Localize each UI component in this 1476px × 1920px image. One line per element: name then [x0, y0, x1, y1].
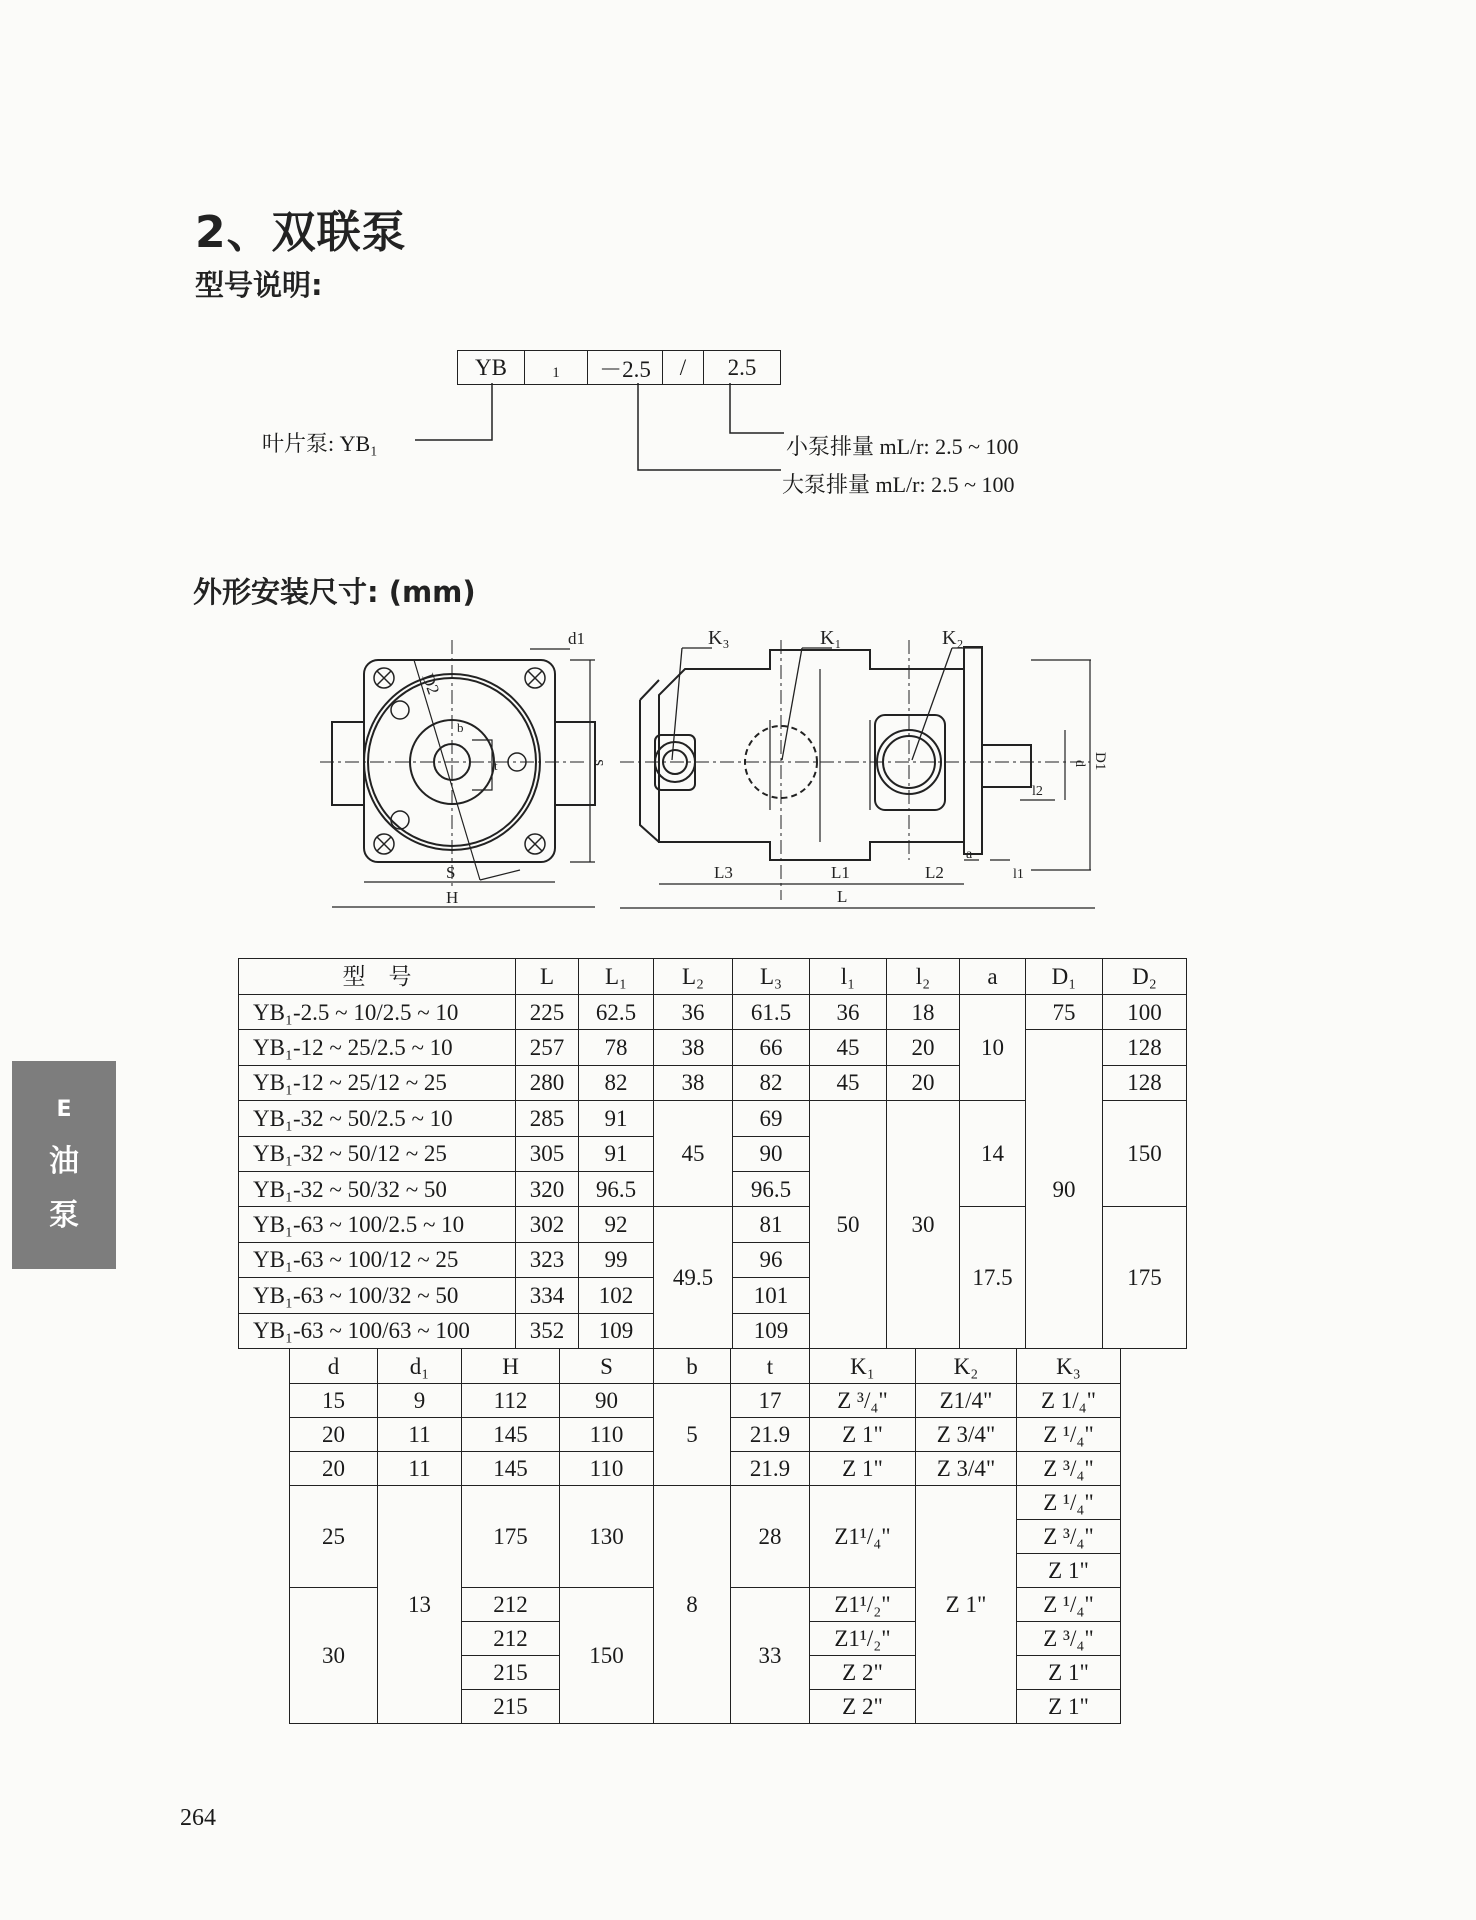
- table-cell: Z 1/₄": [1017, 1384, 1121, 1418]
- table-cell: 110: [560, 1418, 654, 1452]
- table-cell: 112: [462, 1384, 560, 1418]
- column-header: l₂: [887, 959, 960, 995]
- side-tab-char-2: 泵: [49, 1197, 79, 1233]
- section-side-tab: [12, 1061, 116, 1269]
- table-cell: 100: [1103, 995, 1187, 1030]
- table-cell: 13: [378, 1486, 462, 1724]
- table-cell: Z ¹/₄": [1017, 1588, 1121, 1622]
- table-cell: 36: [654, 995, 733, 1030]
- table-row: [290, 1486, 1121, 1520]
- table-cell: Z ³/₄": [1017, 1622, 1121, 1656]
- callout-pump-type: 叶片泵: YB₁: [262, 431, 378, 456]
- table-cell: 91: [579, 1101, 654, 1136]
- table-cell: 20: [290, 1452, 378, 1486]
- table-cell: 257: [516, 1030, 579, 1065]
- table-cell: 82: [579, 1065, 654, 1100]
- table-cell: 91: [579, 1136, 654, 1171]
- label-b: b: [457, 720, 464, 735]
- model-box-small: 2.5: [727, 354, 757, 380]
- pump-outline-drawing: [320, 620, 1120, 920]
- table-cell: 212: [462, 1588, 560, 1622]
- table-cell: Z 3/4": [916, 1418, 1017, 1452]
- model-box-series: YB: [458, 351, 525, 384]
- label-L3: L3: [714, 863, 733, 882]
- table-cell: Z 1": [1017, 1656, 1121, 1690]
- table-cell: 18: [887, 995, 960, 1030]
- table-cell: 25: [290, 1486, 378, 1588]
- table-cell: Z 2": [810, 1656, 916, 1690]
- table-header-row: [239, 959, 1187, 995]
- table-cell: 69: [733, 1101, 810, 1136]
- column-header: L₃: [733, 959, 810, 995]
- column-header: L₁: [579, 959, 654, 995]
- table-cell: Z 3/4": [916, 1452, 1017, 1486]
- table-cell: 334: [516, 1278, 579, 1313]
- table-cell: 352: [516, 1313, 579, 1348]
- table-cell: 49.5: [654, 1207, 733, 1349]
- callout-large-pump: 大泵排量 mL/r: 2.5 ~ 100: [782, 472, 1015, 497]
- model-box-large: －2.5: [588, 351, 663, 384]
- table-cell: YB₁-63 ~ 100/63 ~ 100: [239, 1313, 516, 1348]
- table-cell: 17: [731, 1384, 810, 1418]
- label-t: t: [494, 758, 498, 773]
- label-K1: K₁: [820, 627, 842, 649]
- model-callout-lines: [400, 383, 800, 493]
- table-cell: 96.5: [733, 1171, 810, 1206]
- table-header-row: [290, 1349, 1121, 1384]
- table-cell: 305: [516, 1136, 579, 1171]
- label-S-bottom: S: [446, 863, 456, 882]
- table-cell: YB₁-63 ~ 100/2.5 ~ 10: [239, 1207, 516, 1242]
- table-cell: 81: [733, 1207, 810, 1242]
- table-cell: 109: [579, 1313, 654, 1348]
- table-cell: 109: [733, 1313, 810, 1348]
- table-cell: 90: [1026, 1030, 1103, 1349]
- table-cell: 82: [733, 1065, 810, 1100]
- table-cell: 285: [516, 1101, 579, 1136]
- model-box-version: 1: [525, 351, 588, 384]
- table-cell: Z 1": [1017, 1554, 1121, 1588]
- table-cell: 145: [462, 1418, 560, 1452]
- table-cell: 215: [462, 1656, 560, 1690]
- column-header: L₂: [654, 959, 733, 995]
- table-cell: 90: [560, 1384, 654, 1418]
- column-header: a: [960, 959, 1026, 995]
- table-cell: YB₁-63 ~ 100/12 ~ 25: [239, 1242, 516, 1277]
- table-row: [290, 1384, 1121, 1418]
- table-cell: 30: [887, 1101, 960, 1349]
- table-cell: Z 1": [810, 1452, 916, 1486]
- label-D1: D1: [1092, 752, 1108, 771]
- table-cell: Z 1": [810, 1418, 916, 1452]
- label-H: H: [446, 888, 459, 907]
- column-header: d: [290, 1349, 378, 1384]
- table-cell: 11: [378, 1418, 462, 1452]
- table-cell: 96.5: [579, 1171, 654, 1206]
- callout-small-pump: 小泵排量 mL/r: 2.5 ~ 100: [786, 434, 1019, 459]
- table-cell: 66: [733, 1030, 810, 1065]
- table-cell: 36: [810, 995, 887, 1030]
- table-cell: 150: [1103, 1101, 1187, 1207]
- table-cell: 302: [516, 1207, 579, 1242]
- table-cell: 17.5: [960, 1207, 1026, 1349]
- table-cell: YB₁-32 ~ 50/32 ~ 50: [239, 1171, 516, 1206]
- label-d: d: [1072, 760, 1087, 767]
- label-l2: l2: [1032, 784, 1043, 799]
- table-cell: 45: [810, 1030, 887, 1065]
- table-cell: 9: [378, 1384, 462, 1418]
- table-cell: 30: [290, 1588, 378, 1724]
- table-cell: 215: [462, 1690, 560, 1724]
- table-cell: 11: [378, 1452, 462, 1486]
- column-header: b: [654, 1349, 731, 1384]
- table-cell: 78: [579, 1030, 654, 1065]
- table-cell: 8: [654, 1486, 731, 1724]
- model-heading: 型号说明:: [195, 268, 323, 302]
- table-cell: 175: [1103, 1207, 1187, 1349]
- table-cell: Z ³/₄": [1017, 1452, 1121, 1486]
- table-cell: 90: [733, 1136, 810, 1171]
- side-tab-char-1: 油: [49, 1143, 79, 1179]
- table-cell: 225: [516, 995, 579, 1030]
- table-cell: 62.5: [579, 995, 654, 1030]
- table-cell: Z1¹/₂": [810, 1588, 916, 1622]
- label-l1: l1: [1013, 867, 1024, 882]
- table-cell: Z 1": [1017, 1690, 1121, 1724]
- table-cell: 145: [462, 1452, 560, 1486]
- table-cell: 20: [887, 1030, 960, 1065]
- label-K3: K₃: [708, 627, 730, 649]
- model-code-box: [457, 350, 781, 385]
- column-header: l₁: [810, 959, 887, 995]
- table-cell: Z ¹/₄": [1017, 1418, 1121, 1452]
- column-header: 型 号: [239, 959, 516, 995]
- table-cell: 212: [462, 1622, 560, 1656]
- column-header: D₂: [1103, 959, 1187, 995]
- table-cell: 75: [1026, 995, 1103, 1030]
- front-view: [320, 640, 595, 907]
- table-cell: Z1/4": [916, 1384, 1017, 1418]
- table-cell: 38: [654, 1030, 733, 1065]
- column-header: D₁: [1026, 959, 1103, 995]
- label-a: a: [966, 847, 973, 862]
- table-cell: YB₁-2.5 ~ 10/2.5 ~ 10: [239, 995, 516, 1030]
- table-cell: YB₁-32 ~ 50/2.5 ~ 10: [239, 1101, 516, 1136]
- table-cell: 150: [560, 1588, 654, 1724]
- table-cell: 5: [654, 1384, 731, 1486]
- dimension-table-2: [289, 1348, 1121, 1724]
- table-cell: 15: [290, 1384, 378, 1418]
- table-cell: 175: [462, 1486, 560, 1588]
- table-cell: Z1¹/₄": [810, 1486, 916, 1588]
- table-cell: 320: [516, 1171, 579, 1206]
- table-cell: 101: [733, 1278, 810, 1313]
- table-cell: YB₁-32 ~ 50/12 ~ 25: [239, 1136, 516, 1171]
- column-header: L: [516, 959, 579, 995]
- column-header: t: [731, 1349, 810, 1384]
- table-cell: 130: [560, 1486, 654, 1588]
- dims-heading: 外形安装尺寸: (mm): [193, 575, 476, 609]
- table-cell: 92: [579, 1207, 654, 1242]
- table-cell: 110: [560, 1452, 654, 1486]
- table-cell: 102: [579, 1278, 654, 1313]
- table-cell: 128: [1103, 1065, 1187, 1100]
- table-cell: 28: [731, 1486, 810, 1588]
- table-cell: 323: [516, 1242, 579, 1277]
- table-row: [239, 995, 1187, 1030]
- side-tab-letter: E: [56, 1096, 72, 1122]
- table-cell: Z1¹/₂": [810, 1622, 916, 1656]
- table-cell: 33: [731, 1588, 810, 1724]
- column-header: K₂: [916, 1349, 1017, 1384]
- table-cell: 21.9: [731, 1452, 810, 1486]
- label-D2: D2: [418, 670, 444, 697]
- table-cell: 45: [654, 1101, 733, 1207]
- table-cell: Z ³/₄": [810, 1384, 916, 1418]
- table-cell: 96: [733, 1242, 810, 1277]
- table-cell: 50: [810, 1101, 887, 1349]
- model-box-slash: /: [663, 351, 704, 384]
- dimension-table-1: [238, 958, 1187, 1349]
- table-cell: Z ³/₄": [1017, 1520, 1121, 1554]
- table-cell: 10: [960, 995, 1026, 1101]
- table-cell: 14: [960, 1101, 1026, 1207]
- label-L1: L1: [831, 863, 850, 882]
- table-cell: 20: [290, 1418, 378, 1452]
- table-cell: Z 2": [810, 1690, 916, 1724]
- table-cell: 128: [1103, 1030, 1187, 1065]
- table-cell: YB₁-12 ~ 25/12 ~ 25: [239, 1065, 516, 1100]
- table-row: [239, 1030, 1187, 1065]
- column-header: d₁: [378, 1349, 462, 1384]
- table-cell: Z ¹/₄": [1017, 1486, 1121, 1520]
- label-L2: L2: [925, 863, 944, 882]
- label-d1: d1: [568, 629, 585, 648]
- page-number: 264: [180, 1805, 216, 1831]
- table-cell: 45: [810, 1065, 887, 1100]
- table-cell: 99: [579, 1242, 654, 1277]
- label-L: L: [837, 887, 848, 906]
- label-K2: K₂: [942, 627, 964, 649]
- table-cell: Z 1": [916, 1486, 1017, 1724]
- table-cell: 21.9: [731, 1418, 810, 1452]
- column-header: S: [560, 1349, 654, 1384]
- label-S-side: s: [588, 759, 607, 766]
- table-cell: 61.5: [733, 995, 810, 1030]
- table-cell: YB₁-12 ~ 25/2.5 ~ 10: [239, 1030, 516, 1065]
- column-header: H: [462, 1349, 560, 1384]
- section-title: 2、双联泵: [195, 207, 407, 258]
- table-cell: 20: [887, 1065, 960, 1100]
- column-header: K₃: [1017, 1349, 1121, 1384]
- column-header: K₁: [810, 1349, 916, 1384]
- table-cell: 280: [516, 1065, 579, 1100]
- table-cell: 38: [654, 1065, 733, 1100]
- table-cell: YB₁-63 ~ 100/32 ~ 50: [239, 1278, 516, 1313]
